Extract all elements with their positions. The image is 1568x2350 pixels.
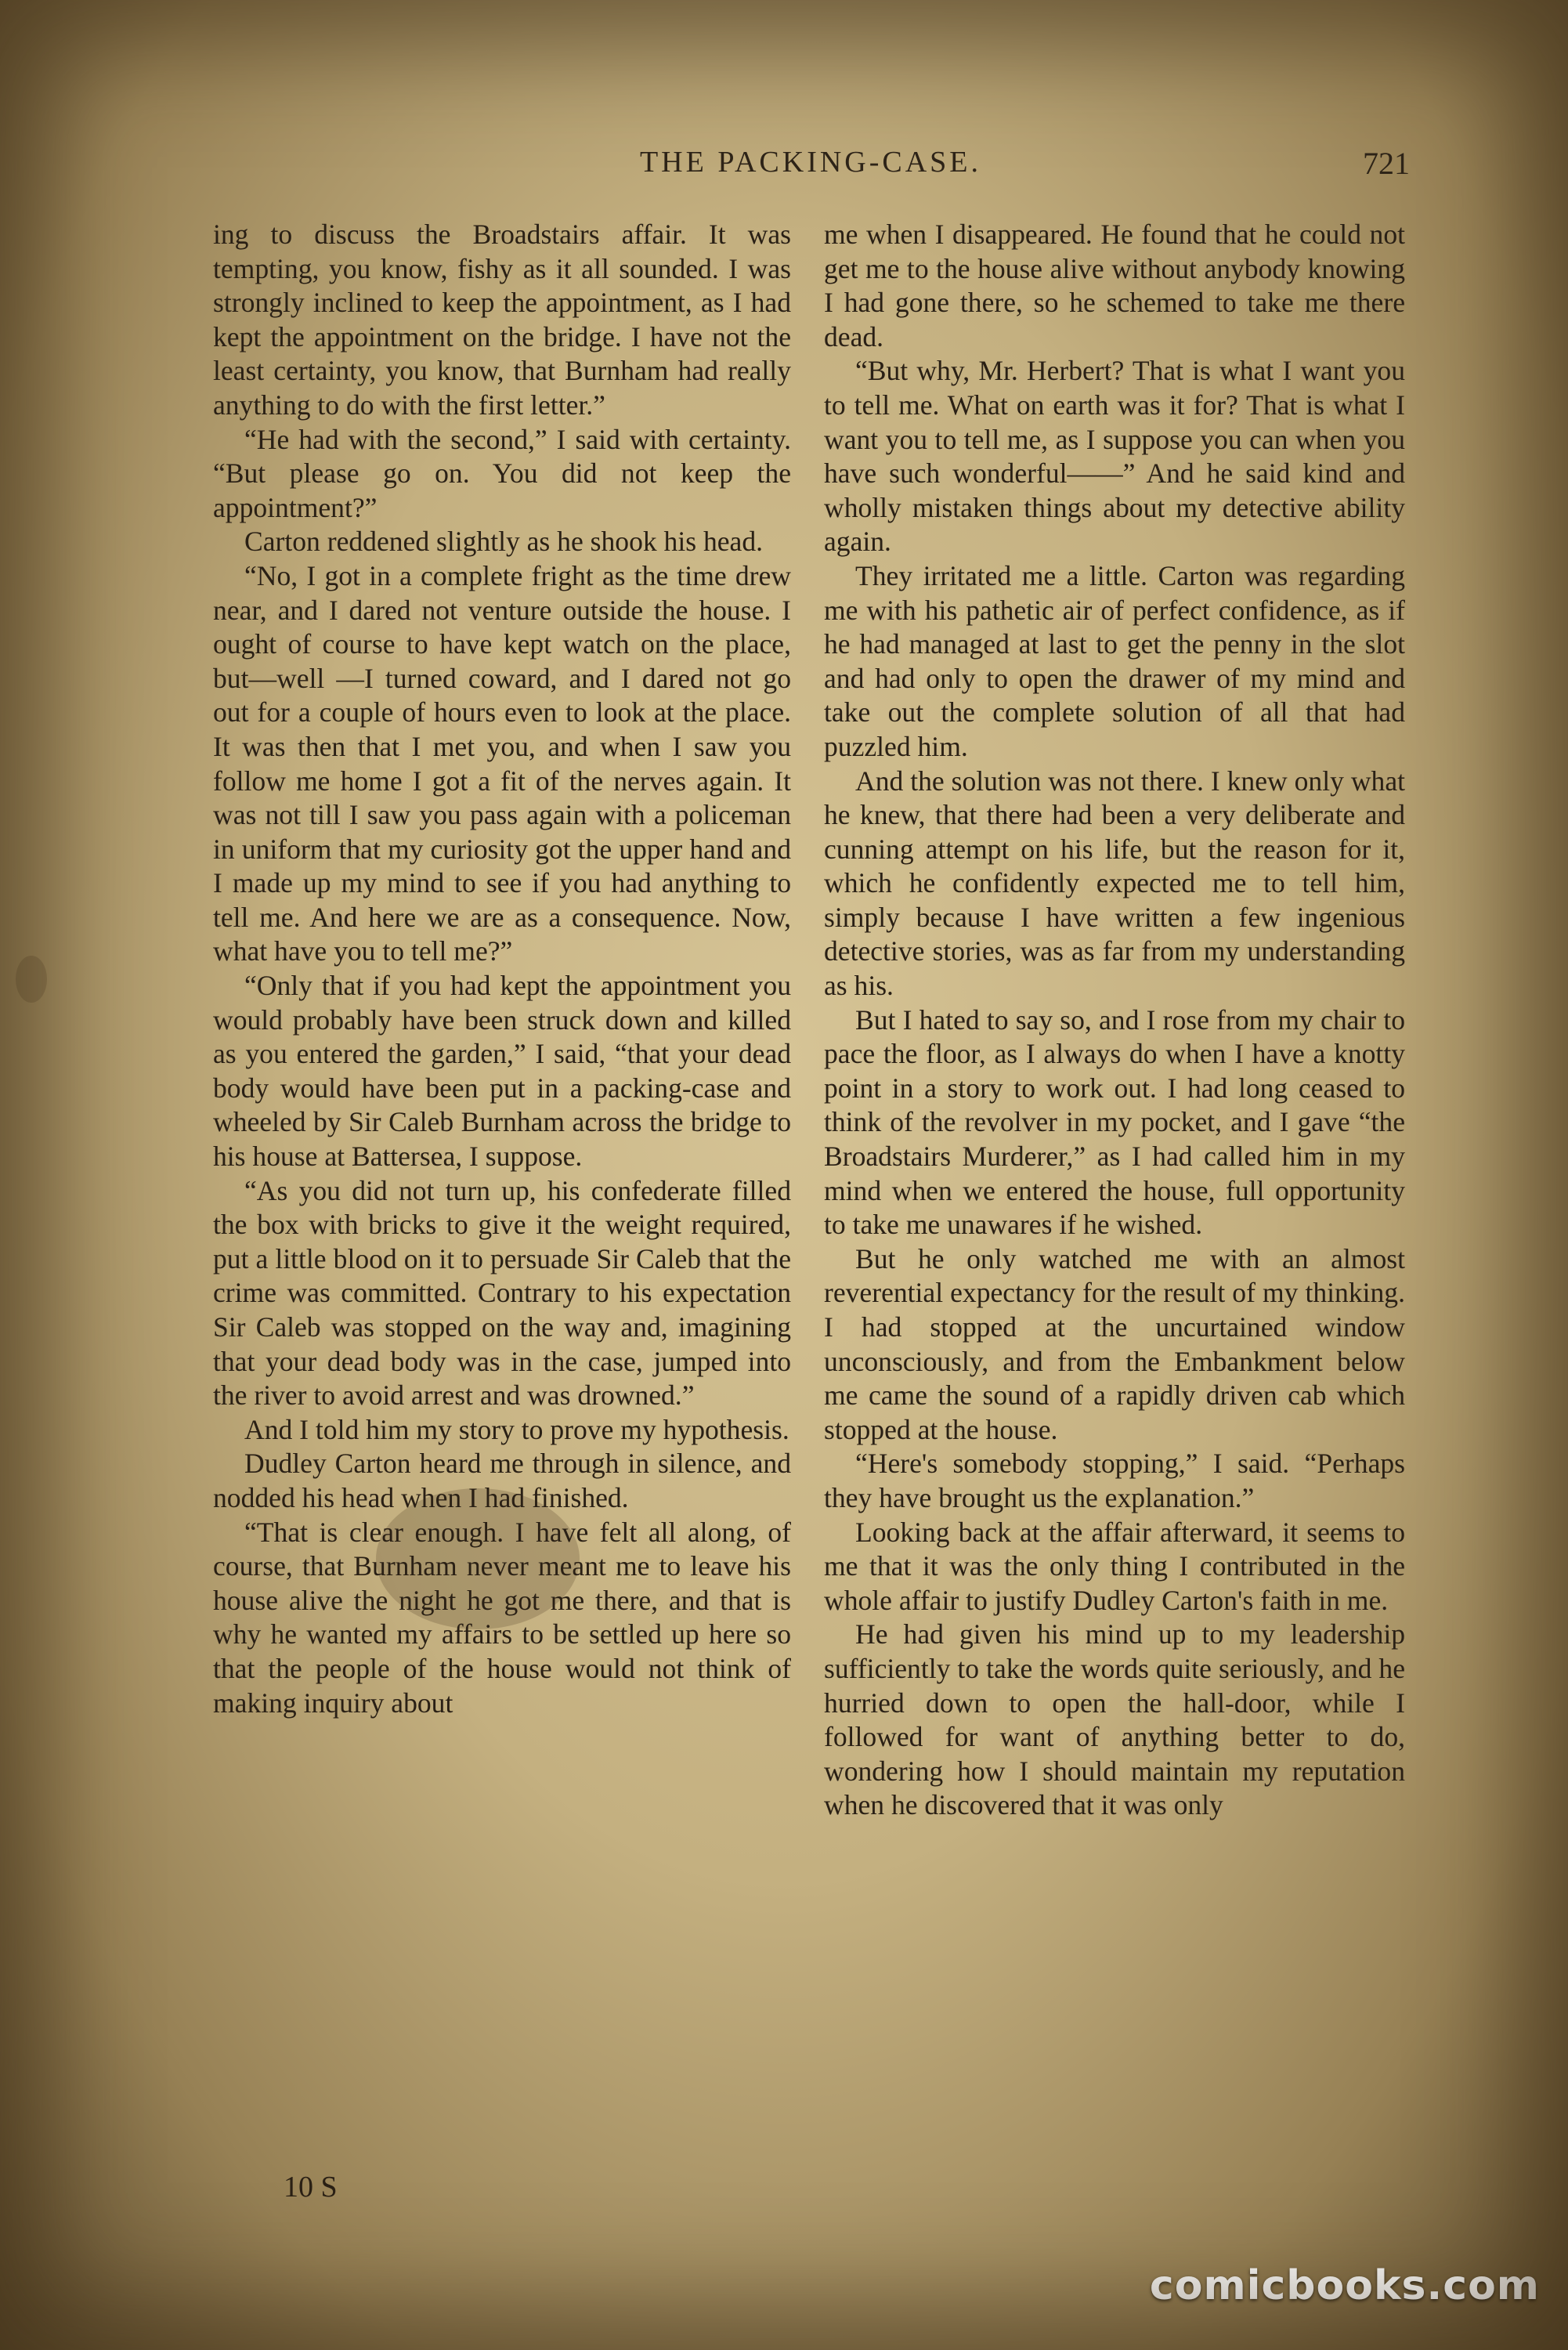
running-title: THE PACKING-CASE. (639, 146, 982, 179)
paragraph: “No, I got in a complete fright as the time drew near, and I dared not venture outside the house. I ought of course to have kept watch on the place, but—well —I turned coward, and I dared not go out for a couple of hours even to look at the place. It was then that I met you, and when I saw you follow me home I got a fit of the nerves again. It was not till I saw you pass again with a policeman in uniform that my curiosity got the upper hand and I made up my mind to see if you had anything to tell me. And here we are as a consequence. Now, what have you to tell me?” (213, 559, 791, 967)
paragraph: “He had with the second,” I said with certainty. “But please go on. You did not keep the appointment?” (213, 423, 791, 523)
signature-mark: 10 S (284, 2171, 338, 2204)
paragraph: And the solution was not there. I knew only what he knew, that there had been a very deliberate and cunning attempt on his life, but the reason for it, which he confidently expected me to tell him, simply because I have written a few ingenious detective stories, was as far from my understanding as his. (824, 765, 1405, 1002)
paragraph: He had given his mind up to my leadership sufficiently to take the words quite seriously, and he hurried down to open the hall-door, while I followed for want of anything better to do, wondering how I should maintain my reputation when he discovered that it was only (824, 1618, 1405, 1821)
paragraph: ing to discuss the Broadstairs affair. It was tempting, you know, fishy as it all sounded. I was strongly inclined to keep the appointment, as I had kept the appointment on the bridge. I have not the least certainty, you know, that Burnham had really anything to do with the first letter.” (213, 219, 791, 421)
paragraph: But he only watched me with an almost reverential expectancy for the result of my thinking. I had stopped at the uncurtained window unconsciously, and from the Embankment below me came the sound of a rapidly driven cab which stopped at the house. (824, 1242, 1405, 1445)
paragraph: “Here's somebody stopping,” I said. “Perhaps they have brought us the explanation.” (824, 1448, 1405, 1513)
paragraph: And I told him my story to prove my hypothesis. (244, 1413, 789, 1445)
paragraph: Looking back at the affair afterward, it seems to me that it was the only thing I contributed in the whole affair to justify Dudley Carton's faith in me. (824, 1516, 1405, 1616)
right-column (824, 218, 1405, 2223)
left-column (213, 218, 791, 2223)
paragraph: Carton reddened slightly as he shook his head. (244, 526, 764, 558)
paragraph: “But why, Mr. Herbert? That is what I want you to tell me. What on earth was it for? That is what I want you to tell me, as I suppose you can when you have such wonderful——” And he said kind and wholly mistaken things about my detective ability again. (824, 355, 1405, 558)
paragraph: “As you did not turn up, his confederate filled the box with bricks to give it the weight required, put a little blood on it to persuade Sir Caleb that the crime was committed. Contrary to his expectation Sir Caleb was stopped on the way and, imagining that your dead body was in the case, jumped into the river to avoid arrest and was drowned.” (213, 1174, 791, 1412)
paragraph: They irritated me a little. Carton was regarding me with his pathetic air of perfect confidence, as if he had managed at last to get the penny in the slot and had only to open the drawer of my mind and take out the complete solution of all that had puzzled him. (824, 559, 1405, 762)
paragraph: “That is clear enough. I have felt all along, of course, that Burnham never meant me to leave his house alive the night he got me there, and that is why he wanted my affairs to be settled up here so that the people of the house would not think of making inquiry about (213, 1516, 791, 1719)
page-number: 721 (1363, 146, 1410, 181)
paragraph: me when I disappeared. He found that he could not get me to the house alive without anybody knowing I had gone there, so he schemed to take me there dead. (824, 219, 1405, 352)
paragraph: “Only that if you had kept the appointment you would probably have been struck down and killed as you entered the garden,” I said, “that your dead body would have been put in a packing-case and wheeled by Sir Caleb Burnham across the bridge to his house at Battersea, I suppose. (213, 970, 791, 1173)
paper-stain (16, 956, 47, 1003)
watermark: comicbooks.com (1149, 2262, 1540, 2309)
paragraph: Dudley Carton heard me through in silence, and nodded his head when I had finished. (213, 1448, 791, 1513)
page-header (211, 145, 1410, 192)
paragraph: But I hated to say so, and I rose from my chair to pace the floor, as I always do when I have a knotty point in a story to work out. I had long ceased to think of the revolver in my pocket, and I gave “the Broadstairs Murderer,” as I had called him in my mind when we entered the house, full opportunity to take me unawares if he wished. (824, 1003, 1405, 1241)
